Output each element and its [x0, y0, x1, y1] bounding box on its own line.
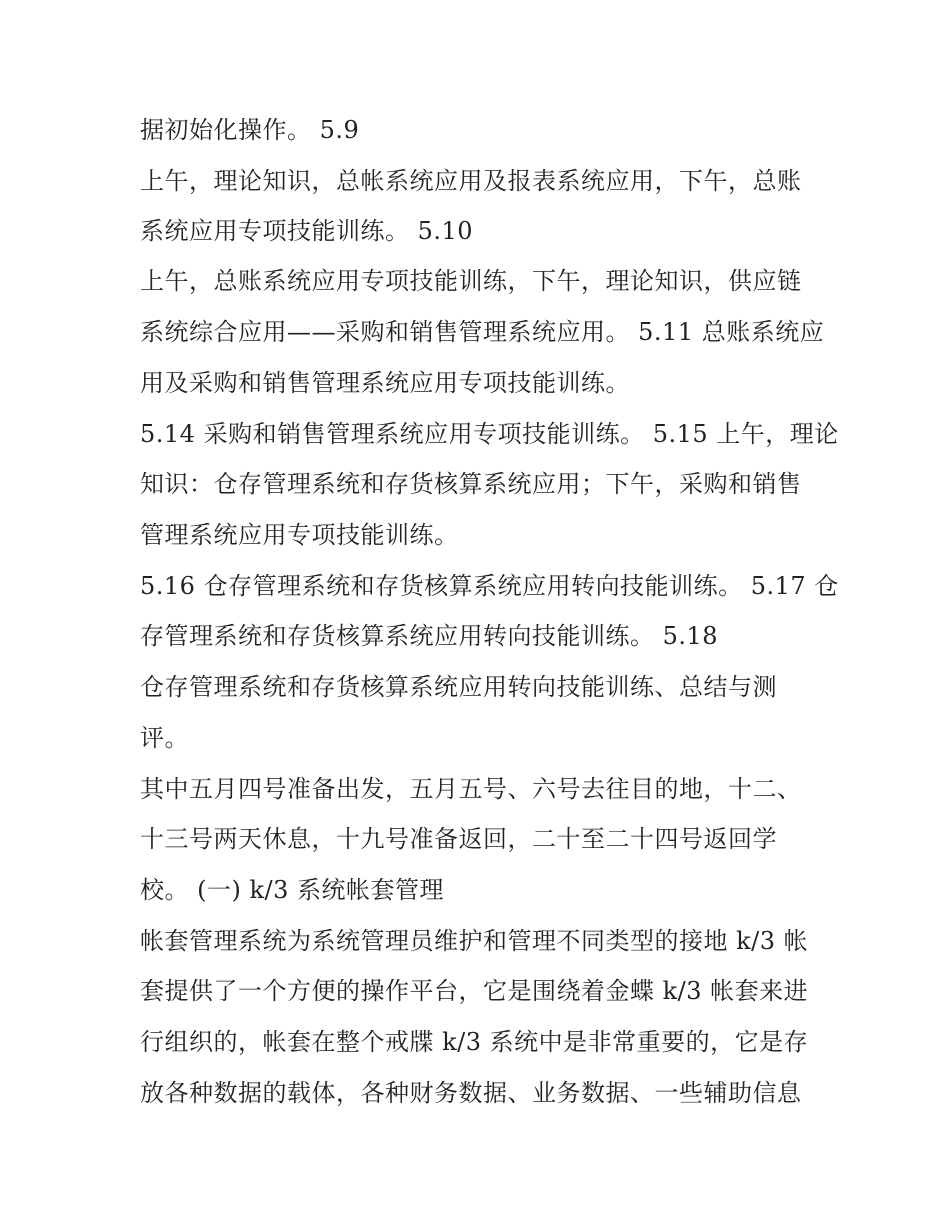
text-line: 系统应用专项技能训练。 5.10	[140, 217, 474, 245]
text-line: 评。	[140, 724, 189, 752]
text-line: 放各种数据的载体，各种财务数据、业务数据、一些辅助信息	[140, 1079, 802, 1107]
text-line: 套提供了一个方便的操作平台，它是围绕着金蝶 k/3 帐套来进	[140, 977, 809, 1005]
text-line: 其中五月四号准备出发，五月五号、六号去往目的地，十二、	[140, 775, 802, 803]
text-line: 管理系统应用专项技能训练。	[140, 521, 459, 549]
text-line: 用及采购和销售管理系统应用专项技能训练。	[140, 369, 630, 397]
text-line: 上午，理论知识，总帐系统应用及报表系统应用，下午，总账	[140, 167, 802, 195]
text-line: 行组织的，帐套在整个戒牒 k/3 系统中是非常重要的，它是存	[140, 1028, 809, 1056]
text-line: 上午，总账系统应用专项技能训练，下午，理论知识，供应链	[140, 267, 802, 295]
text-line: 十三号两天休息，十九号准备返回，二十至二十四号返回学	[140, 825, 777, 853]
text-line: 据初始化操作。 5.9	[140, 116, 360, 144]
text-line: 存管理系统和存货核算系统应用转向技能训练。 5.18	[140, 622, 719, 650]
text-line: 校。 (一) k/3 系统帐套管理	[140, 876, 445, 904]
text-line: 5.14 采购和销售管理系统应用专项技能训练。 5.15 上午，理论	[140, 420, 839, 448]
text-line: 仓存管理系统和存货核算系统应用转向技能训练、总结与测	[140, 673, 777, 701]
text-line: 系统综合应用——采购和销售管理系统应用。 5.11 总账系统应	[140, 318, 825, 346]
text-line: 5.16 仓存管理系统和存货核算系统应用转向技能训练。 5.17 仓	[140, 572, 839, 600]
text-line: 知识：仓存管理系统和存货核算系统应用；下午，采购和销售	[140, 470, 802, 498]
text-line: 帐套管理系统为系统管理员维护和管理不同类型的接地 k/3 帐	[140, 927, 809, 955]
